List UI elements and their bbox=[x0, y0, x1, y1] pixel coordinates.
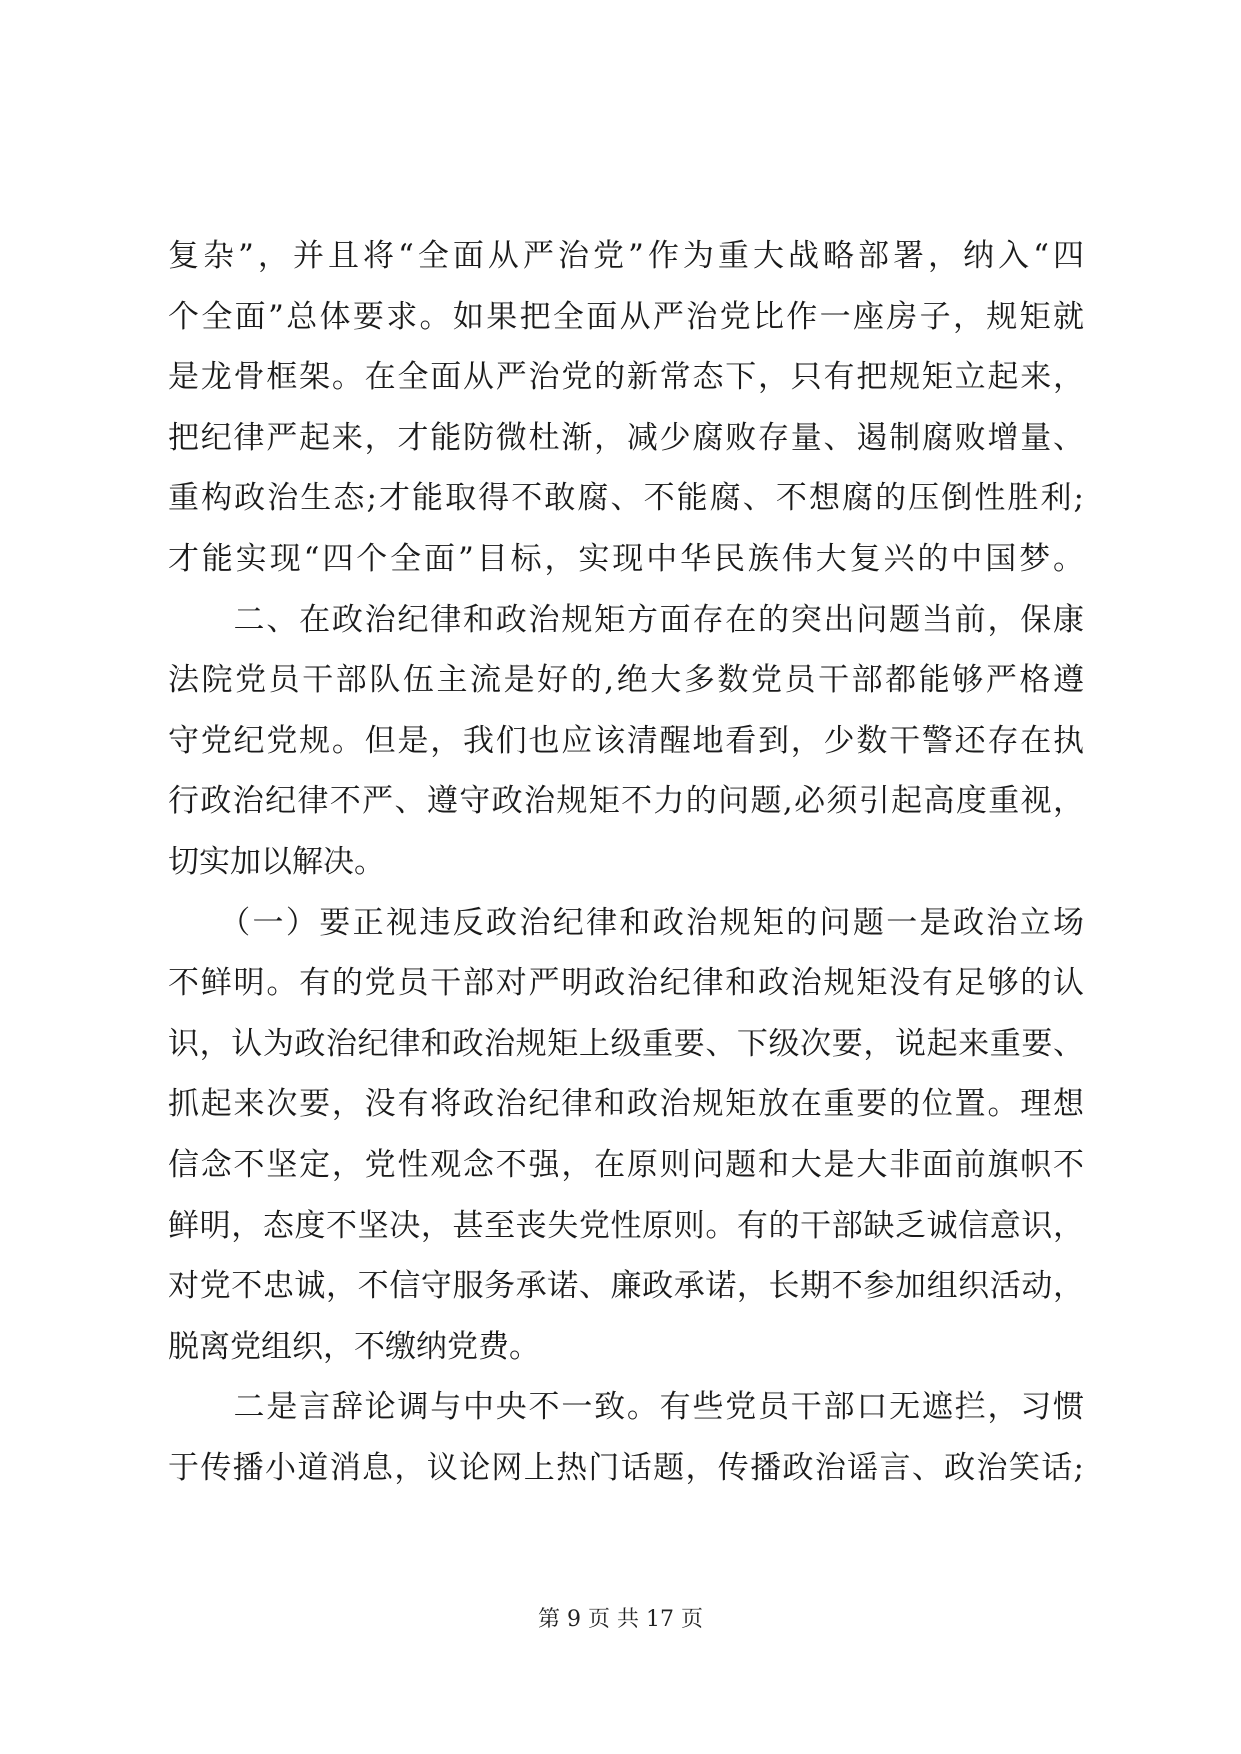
paragraph-heading-line: 二、在政治纪律和政治规矩方面存在的突出问题当前，保康 bbox=[168, 601, 1084, 638]
text-line: 鲜明，态度不坚决，甚至丧失党性原则。有的干部缺乏诚信意识， bbox=[168, 1207, 1084, 1244]
text-line: 重构政治生态;才能取得不敢腐、不能腐、不想腐的压倒性胜利; bbox=[168, 480, 1084, 517]
text-line: 行政治纪律不严、遵守政治规矩不力的问题,必须引起高度重视， bbox=[168, 783, 1084, 820]
text-line: 对党不忠诚，不信守服务承诺、廉政承诺，长期不参加组织活动， bbox=[168, 1268, 1084, 1305]
text-line: 守党纪党规。但是，我们也应该清醒地看到，少数干警还存在执 bbox=[168, 722, 1084, 759]
text-line: 识，认为政治纪律和政治规矩上级重要、下级次要，说起来重要、 bbox=[168, 1025, 1084, 1062]
text-line: 不鲜明。有的党员干部对严明政治纪律和政治规矩没有足够的认 bbox=[168, 965, 1084, 1002]
page-number-footer: 第 9 页 共 17 页 bbox=[538, 1607, 703, 1632]
subsection-heading-line: （一）要正视违反政治纪律和政治规矩的问题一是政治立场 bbox=[168, 904, 1084, 941]
text-line: 法院党员干部队伍主流是好的,绝大多数党员干部都能够严格遵 bbox=[168, 662, 1084, 699]
text-line: 把纪律严起来，才能防微杜渐，减少腐败存量、遏制腐败增量、 bbox=[168, 419, 1084, 456]
text-line: 个全面”总体要求。如果把全面从严治党比作一座房子，规矩就 bbox=[168, 298, 1084, 335]
text-line: 切实加以解决。 bbox=[168, 843, 385, 880]
text-line: 于传播小道消息，议论网上热门话题，传播政治谣言、政治笑话; bbox=[168, 1449, 1084, 1486]
text-line: 才能实现“四个全面”目标，实现中华民族伟大复兴的中国梦。 bbox=[168, 540, 1084, 577]
text-line: 抓起来次要，没有将政治纪律和政治规矩放在重要的位置。理想 bbox=[168, 1086, 1084, 1123]
document-body bbox=[168, 226, 1084, 1498]
text-line: 信念不坚定，党性观念不强，在原则问题和大是大非面前旗帜不 bbox=[168, 1146, 1084, 1183]
text-line: 复杂”，并且将“全面从严治党”作为重大战略部署，纳入“四 bbox=[168, 238, 1084, 274]
text-line: 是龙骨框架。在全面从严治党的新常态下，只有把规矩立起来， bbox=[168, 359, 1084, 396]
paragraph-start-line: 二是言辞论调与中央不一致。有些党员干部口无遮拦，习惯 bbox=[168, 1389, 1084, 1426]
text-line: 脱离党组织，不缴纳党费。 bbox=[168, 1328, 540, 1365]
